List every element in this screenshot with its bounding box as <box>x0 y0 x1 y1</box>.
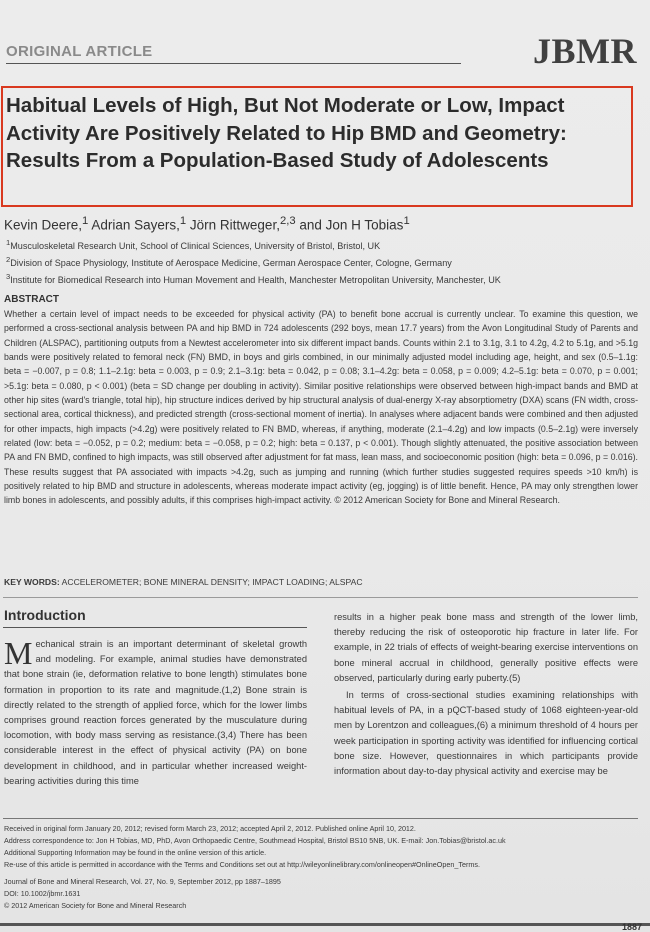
author-name: Jörn Rittweger, <box>189 217 280 233</box>
affiliation <box>6 253 501 270</box>
page-header <box>3 30 643 70</box>
footnote-divider <box>3 818 638 819</box>
author-affil-ref: 1 <box>179 215 187 227</box>
header-rule <box>6 63 461 64</box>
affiliation <box>6 236 501 253</box>
keywords-line <box>4 577 363 587</box>
footnote-copyright: © 2012 American Society for Bone and Mineral Research <box>4 901 187 910</box>
article-title: Habitual Levels of High, But Not Moderate or Low, Impact Activity Are Positively Related to Hip BMD and Geometry: Results From a Population-Based Study of Adolescents <box>6 94 567 172</box>
footnote-reuse: Re-use of this article is permitted in accordance with the Terms and Conditions set out at http://wileyonlinelibrary.com/onlineopen#OnlineOpen_Terms. <box>4 860 480 869</box>
author-list <box>4 215 410 233</box>
keywords-divider <box>3 597 638 598</box>
affiliation-text: Institute for Biomedical Research into Human Movement and Health, Manchester Metropolitan University, Manchester, UK <box>10 275 501 286</box>
bottom-rule <box>0 923 650 926</box>
affiliation <box>6 270 501 287</box>
introduction-left-text: echanical strain is an important determinant of skeletal growth and modeling. For example, animal studies have demonstrated that bone strain (ie, deformation relative to bone length) stimulates bone formation in proportion to its rate and magnitude.(1,2) Bone strain is directly related to the strength of applied force, which for the lower limbs comprises ground reaction forces generated by the musculature during locomotion, with body mass serving as resistance.(3,4) There has been considerable interest in the effect of physical activity (PA) on bone development in childhood, and in particular whether increased weight-bearing activities during this time <box>4 639 307 786</box>
journal-logo: JBMR <box>533 31 637 71</box>
affiliation-text: Division of Space Physiology, Institute of Aerospace Medicine, German Aerospace Center, Cologne, Germany <box>10 258 452 269</box>
affiliation-text: Musculoskeletal Research Unit, School of Clinical Sciences, University of Bristol, Bristol, UK <box>10 241 381 252</box>
introduction-left-column <box>4 637 307 789</box>
author-name: Kevin Deere, <box>4 217 83 233</box>
keywords-label: KEY WORDS: <box>4 577 60 587</box>
abstract-heading: ABSTRACT <box>4 294 59 305</box>
section-label: ORIGINAL ARTICLE <box>6 43 153 60</box>
abstract-text: Whether a certain level of impact needs to be exceeded for physical activity (PA) to benefit bone accrual is currently unclear. To examine this question, we performed a cross-sectional analysis between PA and hip BMD in 724 adolescents (292 boys, mean 17.7 years) from the Avon Longitudinal Study of Parents and Children (ALSPAC), partitioning outputs from a Newtest accelerometer into six different impact bands. Counts within 2.1 to 3.1g, 3.1 to 4.2g, 4.2 to 5.1g, and >5.1g bands were positively related to femoral neck (FN) BMD, in boys and girls combined, in our minimally adjusted model including age, height, and sex (0.5–1.1g: beta = −0.007, p = 0.8; 1.1–2.1g: beta = 0.003, p = 0.9; 2.1–3.1g: beta = 0.042, p = 0.08; 3.1–4.2g: beta = 0.058, p = 0.009; 4.2–5.1g: beta = 0.070, p = 0.001; >5.1g: beta = 0.080, p < 0.001) (beta = SD change per doubling in activity). Similar positive relationships were observed between high-impact bands and BMD at other hip sites (ward's triangle, total hip), hip structure indices derived by hip structural analysis of dual-energy X-ray absorptiometry (DXA) scans (FN width, cross-sectional area, cortical thickness), and predicted strength (cross-sectional moment of inertia). In analyses where adjacent bands were combined and then adjusted for other impacts, high impacts (>4.2g) were positively related to FN BMD, whereas, if anything, moderate (2.1–4.2g) and low impacts (0.5–2.1g) were inversely related (low: beta = −0.052, p = 0.2; medium: beta = −0.058, p = 0.2; high: beta = 0.137, p < 0.001). Though slightly attenuated, the positive association between PA and FN BMD, confined to high impacts, was still observed after adjustment for fat mass, lean mass, and socioeconomic position (high: beta = 0.096, p = 0.016). These results suggest that PA associated with impacts >4.2g, such as jumping and running (which further studies suggested requires speeds >10 km/h) is positively related to hip BMD and structure in adolescents, whereas moderate impact activity (eg, jogging) is of little benefit. Hence, PA may only strengthen lower limb bones in adolescents, and possibly adults, if this comprises high-impact activity. © 2012 American Society for Bone and Mineral Research. <box>4 309 638 506</box>
affiliation-number: 3 <box>6 272 11 282</box>
paragraph: In terms of cross-sectional studies examining relationships with habitual levels of PA, in a pQCT-based study of 1068 eighteen-year-old men by Lorentzon and colleagues,(6) a minimum threshold of 4 hours per week participation in sporting activity was identified for influencing cortical bone size. However, questionnaires in which participants provide information about day-to-day physical activity and exercise may be <box>334 690 638 777</box>
page-number: 1887 <box>621 922 642 932</box>
affiliation-number: 2 <box>6 255 11 265</box>
footnote-doi: DOI: 10.1002/jbmr.1631 <box>4 889 81 898</box>
footnote-journal: Journal of Bone and Mineral Research, Vol. 27, No. 9, September 2012, pp 1887–1895 <box>4 877 281 886</box>
author-name: and Jon H Tobias <box>299 217 404 233</box>
keywords-text: ACCELEROMETER; BONE MINERAL DENSITY; IMPACT LOADING; ALSPAC <box>61 577 363 587</box>
introduction-heading: Introduction <box>4 607 86 623</box>
author-affil-ref: 1 <box>82 215 89 227</box>
author-affil-ref: 1 <box>403 215 410 227</box>
drop-cap: M <box>4 635 33 671</box>
affiliation-list <box>6 236 501 287</box>
introduction-right-column <box>334 610 638 779</box>
affiliation-number: 1 <box>6 238 11 247</box>
author-affil-ref: 2,3 <box>279 215 296 227</box>
author-name: Adrian Sayers, <box>91 217 180 233</box>
footnote-received: Received in original form January 20, 2012; revised form March 23, 2012; accepted April 2, 2012. Published online April 10, 2012. <box>4 824 416 833</box>
footnote-supporting: Additional Supporting Information may be found in the online version of this article. <box>4 848 267 857</box>
footnote-address: Address correspondence to: Jon H Tobias, MD, PhD, Avon Orthopaedic Centre, Southmead Hospital, Bristol BS10 5NB, UK. E-mail: Jon.Tobias@bristol.ac.uk <box>4 836 506 845</box>
introduction-rule <box>3 627 307 628</box>
footnotes <box>4 823 506 912</box>
paragraph: results in a higher peak bone mass and strength of the lower limb, thereby reducing the risk of osteoporotic hip fracture in later life. For example, in 22 trials of effects of weight-bearing exercise interventions on bone mineral accrual in childhood, generally positive effects were observed, particularly during early puberty.(5) <box>334 612 638 683</box>
title-highlight-box <box>1 86 633 207</box>
